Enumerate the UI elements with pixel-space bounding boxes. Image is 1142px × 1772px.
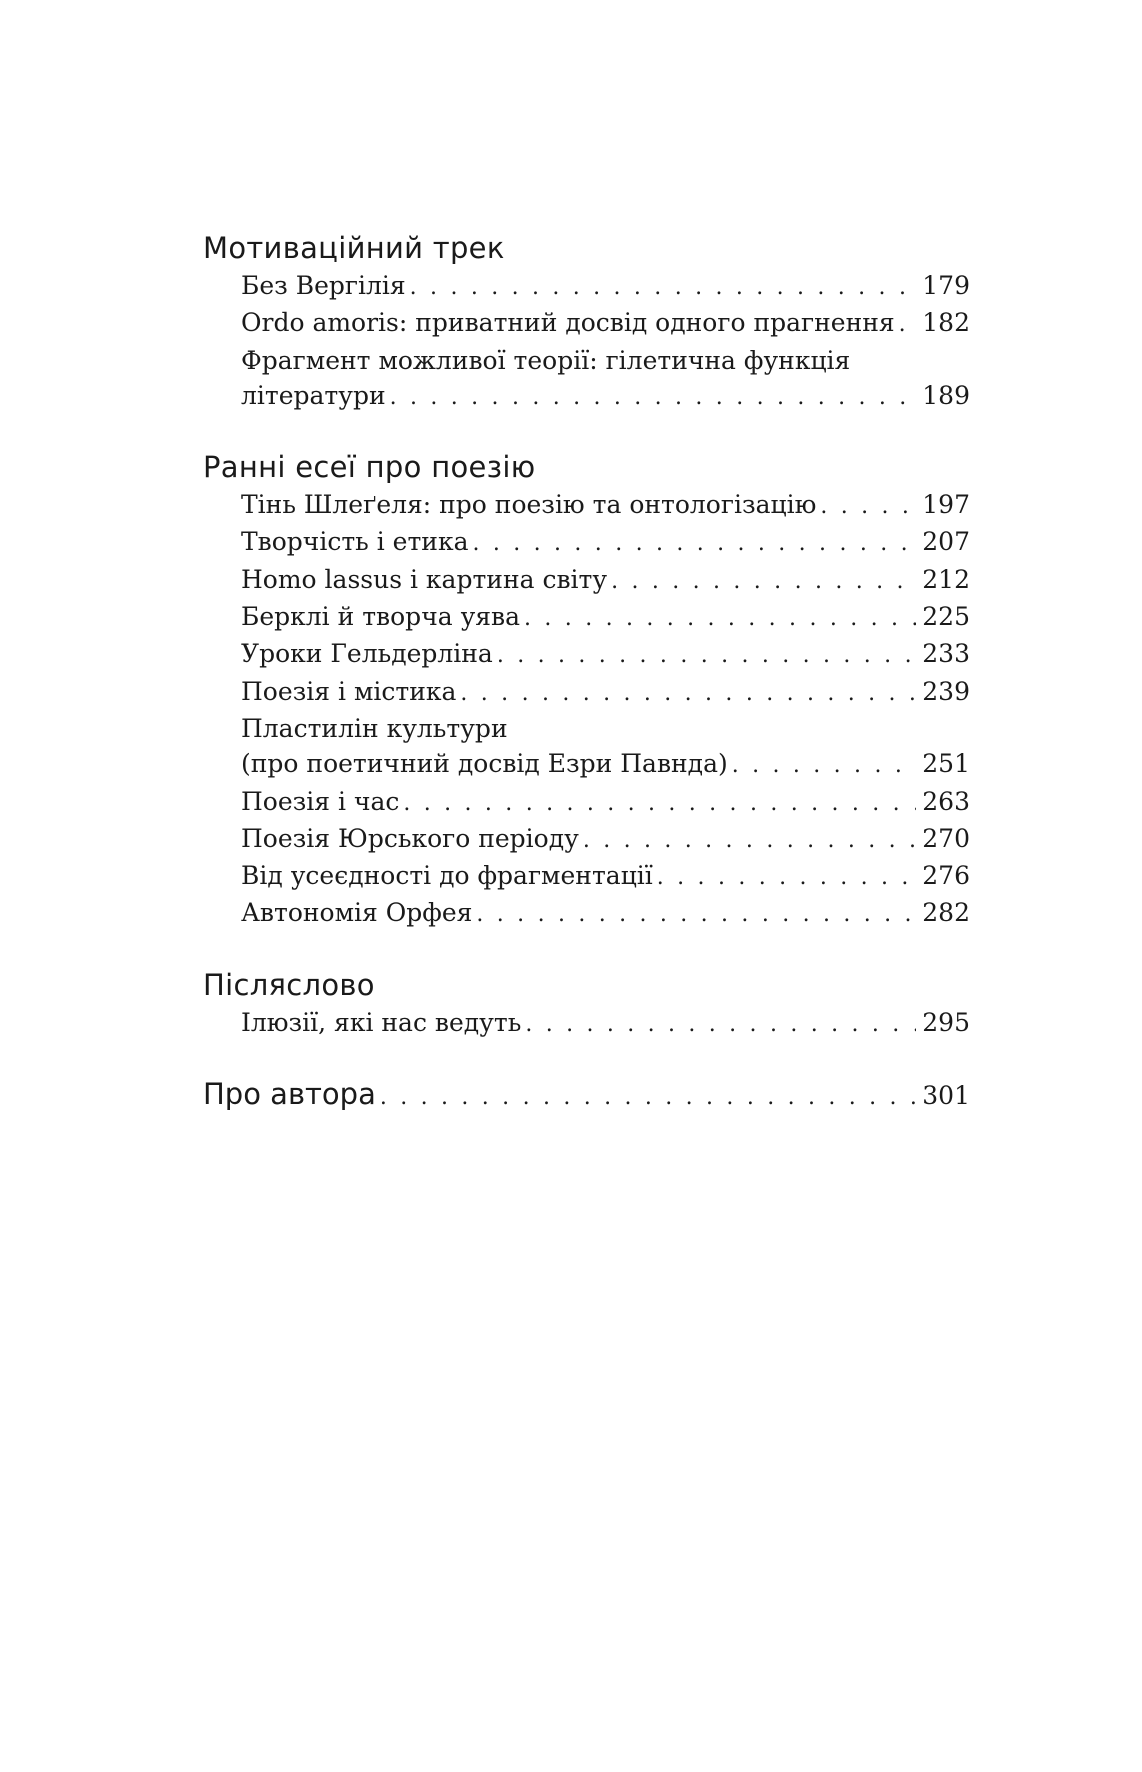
entry-title: Тінь Шлеґеля: про поезію та онтологізацію bbox=[241, 490, 817, 520]
page-number: 295 bbox=[922, 1007, 970, 1037]
dot-leader bbox=[390, 380, 916, 415]
toc-entry[interactable] bbox=[241, 674, 970, 711]
section-title: Післяслово bbox=[203, 967, 375, 1002]
entry-title: Ordo amoris: приватний досвід одного прагнення bbox=[241, 308, 895, 338]
entry-title: Уроки Гельдерліна bbox=[241, 639, 493, 669]
entry-title-line: Фрагмент можливої теорії: гілетична функція bbox=[241, 345, 851, 375]
page-number: 263 bbox=[922, 786, 970, 816]
entry-title: Поезія і час bbox=[241, 786, 400, 816]
entry-title: Без Вергілія bbox=[241, 271, 406, 300]
toc-entry[interactable] bbox=[241, 487, 970, 524]
dot-leader bbox=[403, 786, 916, 821]
entry-title: Homo lassus і картина світу bbox=[241, 564, 608, 594]
page-number: 189 bbox=[922, 380, 970, 410]
toc-entry[interactable] bbox=[241, 305, 970, 342]
toc-entry[interactable] bbox=[241, 599, 970, 636]
dot-leader bbox=[460, 676, 916, 711]
page-number: 276 bbox=[922, 861, 970, 891]
section-entries bbox=[203, 487, 970, 933]
toc-entry[interactable] bbox=[241, 636, 970, 673]
entry-title: Від усеєдності до фрагментації bbox=[241, 861, 653, 891]
page-number: 225 bbox=[922, 602, 970, 632]
entry-title: Поезія Юрського періоду bbox=[241, 823, 579, 853]
page-number: 270 bbox=[922, 823, 970, 853]
section-title: Мотиваційний трек bbox=[203, 231, 505, 265]
entry-title: літератури bbox=[241, 380, 386, 410]
toc-entry[interactable] bbox=[241, 711, 970, 784]
dot-leader bbox=[657, 860, 916, 895]
entry-title: Поезія і містика bbox=[241, 676, 457, 706]
entry-title: Про автора bbox=[203, 1077, 376, 1112]
section-afterword bbox=[203, 965, 970, 1042]
dot-leader bbox=[472, 526, 916, 561]
toc-entry[interactable] bbox=[241, 343, 970, 416]
toc-entry[interactable] bbox=[241, 524, 970, 561]
toc-entry[interactable] bbox=[241, 1005, 970, 1042]
toc-entry[interactable] bbox=[241, 895, 970, 932]
entry-title: Творчість і етика bbox=[241, 527, 469, 557]
toc-entry-about-author[interactable] bbox=[203, 1074, 970, 1118]
entry-title: Ілюзії, які нас ведуть bbox=[241, 1007, 522, 1037]
page-number: 197 bbox=[922, 490, 970, 520]
toc-entry[interactable] bbox=[241, 858, 970, 895]
page-number: 182 bbox=[922, 308, 970, 338]
section-motivation bbox=[203, 228, 970, 415]
page-number: 282 bbox=[922, 898, 970, 928]
page-number: 301 bbox=[922, 1081, 970, 1111]
section-early-essays bbox=[203, 447, 970, 933]
page-number: 251 bbox=[922, 749, 970, 779]
toc-entry[interactable] bbox=[241, 784, 970, 821]
section-title: Ранні есеї про поезію bbox=[203, 450, 536, 485]
dot-leader bbox=[380, 1078, 916, 1118]
entry-title-line: Пластилін культури bbox=[241, 713, 508, 743]
dot-leader bbox=[583, 823, 916, 858]
dot-leader bbox=[732, 748, 916, 783]
dot-leader bbox=[611, 564, 916, 599]
toc-entry[interactable] bbox=[241, 562, 970, 599]
dot-leader bbox=[820, 489, 916, 524]
dot-leader bbox=[497, 638, 916, 673]
entry-title: (про поетичний досвід Езри Павнда) bbox=[241, 749, 728, 779]
entry-title: Берклі й творча уява bbox=[241, 602, 521, 632]
toc-entry[interactable] bbox=[241, 821, 970, 858]
page-number: 212 bbox=[922, 564, 970, 594]
entry-title: Автономія Орфея bbox=[241, 898, 473, 928]
page-number: 179 bbox=[922, 271, 970, 300]
table-of-contents bbox=[203, 228, 970, 1118]
section-entries bbox=[203, 268, 970, 415]
page-number: 207 bbox=[922, 527, 970, 557]
section-entries bbox=[203, 1005, 970, 1042]
dot-leader bbox=[476, 897, 916, 932]
page-number: 239 bbox=[922, 676, 970, 706]
page-number: 233 bbox=[922, 639, 970, 669]
dot-leader bbox=[899, 307, 916, 342]
toc-entry[interactable] bbox=[241, 268, 970, 305]
dot-leader bbox=[410, 270, 916, 305]
dot-leader bbox=[525, 1007, 916, 1042]
dot-leader bbox=[524, 601, 916, 636]
